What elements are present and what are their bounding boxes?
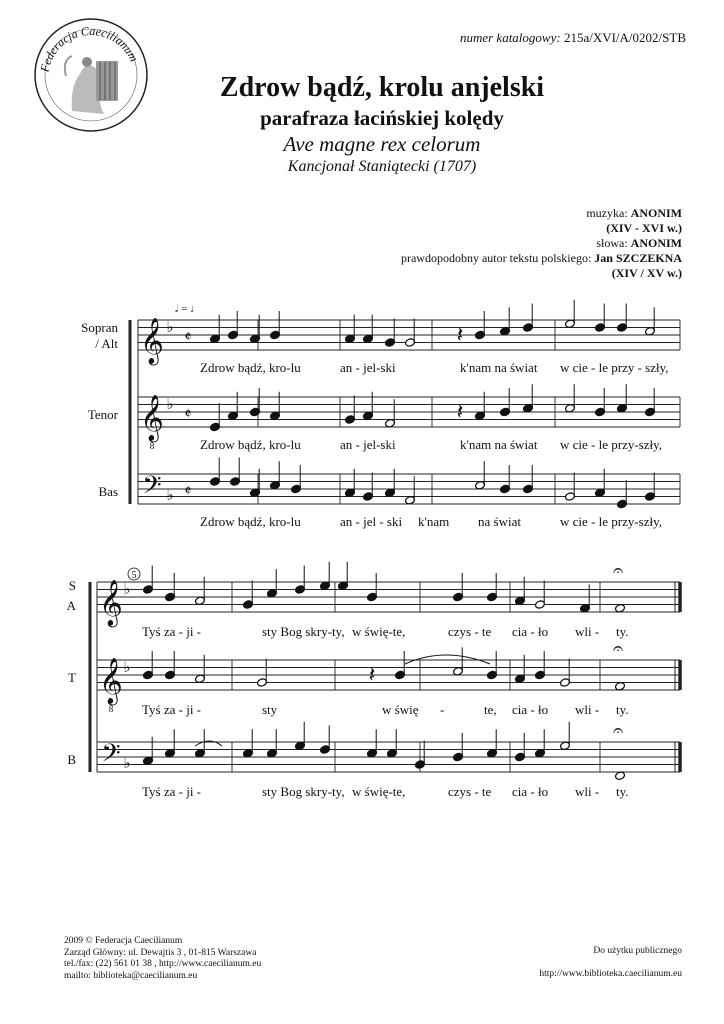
voice-label-b: B: [67, 752, 76, 767]
voice-label-sopran: Sopran: [81, 320, 118, 335]
phone: tel./fax: (22) 561 01 38 , http://www.caecilianum.eu: [64, 959, 262, 969]
lyric-syllable: w świę: [382, 702, 419, 717]
lyric-syllable: czys - te: [448, 784, 492, 799]
words-label: słowa:: [596, 236, 628, 250]
key-signature-flat: ♭: [123, 582, 131, 598]
lyric-syllable: -: [440, 702, 445, 717]
lyric-syllable: ty.: [616, 702, 629, 717]
time-signature-cut: 𝄵: [184, 406, 192, 423]
octave-mark: 8: [149, 441, 155, 451]
voice-label-a: A: [66, 598, 76, 613]
catalog-value: 215a/XVI/A/0202/STB: [563, 30, 686, 45]
key-signature-flat: ♭: [166, 488, 174, 504]
lyric-syllable: sty: [262, 702, 278, 717]
voice-label-t: T: [68, 670, 76, 685]
lyric-syllable: sty Bog skry-ty,: [262, 784, 345, 799]
time-signature-cut: 𝄵: [184, 329, 192, 346]
bass-clef: 𝄢: [142, 472, 162, 505]
lyric-syllable: w świę-te,: [352, 784, 406, 799]
tempo-mark: 𝅗𝅥 = ♩: [174, 303, 202, 315]
voice-label-alt: / Alt: [95, 336, 118, 351]
treble-clef: 𝄞: [99, 580, 123, 625]
treble-clef: 𝄞: [99, 658, 123, 703]
public-use-note: Do użytku publicznego: [593, 946, 682, 956]
fermata: 𝄐: [612, 638, 624, 658]
polish-text-date: (XIV / XV w.): [611, 266, 682, 280]
piece-subtitle: parafraza łacińskiej kolędy: [260, 106, 504, 130]
voice-label-bas: Bas: [98, 484, 118, 499]
octave-mark: 8: [108, 704, 114, 714]
key-signature-flat: ♭: [166, 320, 174, 336]
lyric-syllable: Tyś za - ji -: [142, 702, 202, 717]
lyric-syllable: Tyś za - ji -: [142, 624, 202, 639]
lyric-syllable: wli -: [575, 624, 600, 639]
lyric-syllable: w cie - le przy - szły,: [560, 360, 669, 375]
lyric-syllable: sty Bog skry-ty,: [262, 624, 345, 639]
treble-clef: 𝄞: [140, 395, 164, 440]
copyright: 2009 © Federacja Caecilianum: [64, 936, 183, 946]
latin-title: Ave magne rex celorum: [283, 132, 481, 156]
music-author: ANONIM: [630, 206, 682, 220]
quarter-rest: 𝄽: [368, 662, 376, 687]
voice-label-tenor: Tenor: [87, 407, 118, 422]
time-signature-cut: 𝄵: [184, 483, 192, 500]
key-signature-flat: ♭: [123, 756, 131, 772]
lyric-syllable: Zdrow bądź, kro-lu: [200, 514, 301, 529]
polish-text-label: prawdopodobny autor tekstu polskiego:: [400, 251, 592, 265]
slur: [405, 655, 490, 664]
lyric-syllable: cia - ło: [512, 784, 549, 799]
piece-title: Zdrow bądź, krolu anjelski: [219, 72, 545, 103]
lyric-syllable: k'nam na świat: [460, 360, 538, 375]
lyric-syllable: na świat: [478, 514, 521, 529]
library-url-link[interactable]: http://www.biblioteka.caecilianum.eu: [539, 968, 682, 979]
email-link[interactable]: mailto: biblioteka@caecilianum.eu: [64, 970, 198, 981]
lyric-syllable: ty.: [616, 624, 629, 639]
score-text: [67, 303, 669, 799]
music-date: (XIV - XVI w.): [606, 221, 682, 235]
lyric-syllable: czys - te: [448, 624, 492, 639]
polish-text-author: Jan SZCZEKNA: [594, 251, 682, 265]
lyric-syllable: Zdrow bądź, kro-lu: [200, 437, 301, 452]
lyric-syllable: wli -: [575, 702, 600, 717]
lyric-syllable: w świę-te,: [352, 624, 406, 639]
fermata: 𝄐: [612, 720, 624, 740]
lyric-syllable: w cie - le przy-szły,: [560, 514, 663, 529]
catalog-label: numer katalogowy:: [459, 30, 561, 45]
lyric-syllable: an - jel-ski: [340, 360, 396, 375]
measure-number: 5: [131, 570, 137, 581]
fermata: 𝄐: [612, 560, 624, 580]
key-signature-flat: ♭: [166, 397, 174, 413]
lyric-syllable: an - jel - ski: [340, 514, 403, 529]
logo-lettering: Federacja Caecilianum: [37, 23, 142, 74]
lyric-syllable: k'nam na świat: [460, 437, 538, 452]
lyric-syllable: te,: [484, 702, 497, 717]
key-signature-flat: ♭: [123, 660, 131, 676]
lyric-syllable: cia - ło: [512, 702, 549, 717]
bass-clef: 𝄢: [101, 740, 121, 773]
treble-clef: 𝄞: [140, 318, 164, 363]
lyric-syllable: Zdrow bądź, kro-lu: [200, 360, 301, 375]
lyric-syllable: w cie - le przy-szły,: [560, 437, 663, 452]
footer-library: [539, 946, 682, 980]
lyric-syllable: k'nam: [418, 514, 450, 529]
lyric-syllable: wli -: [575, 784, 600, 799]
words-author: ANONIM: [630, 236, 682, 250]
lyric-syllable: ty.: [616, 784, 629, 799]
lyric-syllable: Tyś za - ji -: [142, 784, 202, 799]
quarter-rest: 𝄽: [456, 322, 464, 347]
voice-label-s: S: [68, 578, 76, 593]
quarter-rest: 𝄽: [456, 399, 464, 424]
music-label: muzyka:: [586, 206, 628, 220]
address: Zarząd Główny: ul. Dewajtis 3 , 01-815 Warszawa: [64, 947, 257, 958]
source-kancjonal: Kancjonał Staniątecki (1707): [287, 158, 477, 175]
footer-publisher: [64, 936, 261, 982]
lyric-syllable: cia - ło: [512, 624, 549, 639]
lyric-syllable: an - jel-ski: [340, 437, 396, 452]
